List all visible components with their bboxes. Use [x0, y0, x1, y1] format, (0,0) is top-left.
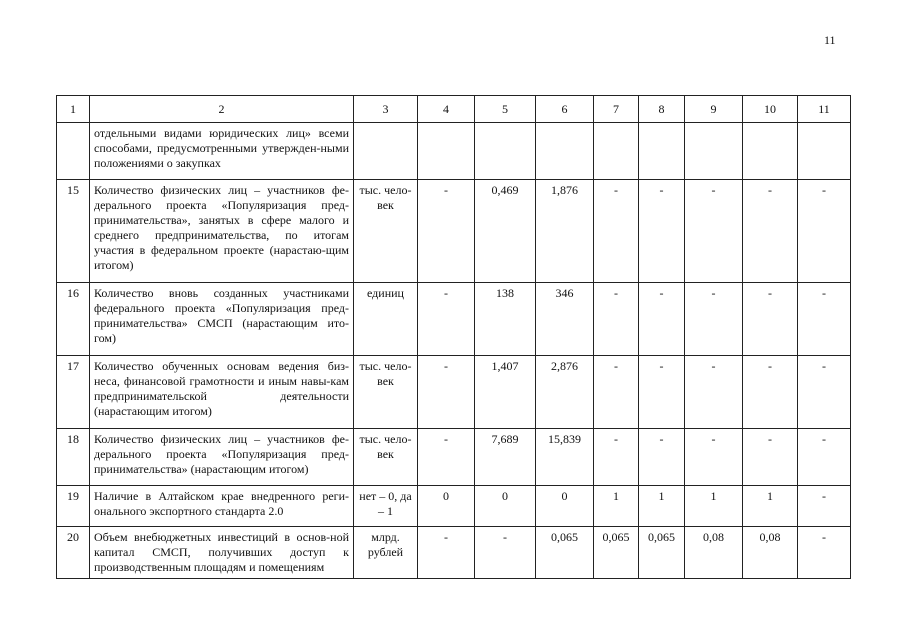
header-cell: 8	[639, 96, 685, 123]
row-value: -	[743, 283, 798, 356]
row-value: 346	[536, 283, 594, 356]
row-number: 20	[57, 527, 90, 579]
row-value: 2,876	[536, 356, 594, 429]
row-value: 0	[475, 486, 536, 527]
row-indicator-name: Количество физических лиц – участников фе-дерального проекта «Популяризация пред-принимательства» (нарастающим итогом)	[90, 429, 354, 486]
row-unit: тыс. чело-век	[354, 356, 418, 429]
table-header-row	[57, 96, 851, 123]
row-indicator-name: Количество обученных основам ведения биз-неса, финансовой грамотности и иным навы-кам предпринимательской деятельности (нарастающим итогом)	[90, 356, 354, 429]
row-value: -	[475, 527, 536, 579]
row-value: 0	[536, 486, 594, 527]
row-number: 16	[57, 283, 90, 356]
row-unit: млрд. рублей	[354, 527, 418, 579]
header-cell: 9	[685, 96, 743, 123]
row-value: -	[798, 180, 851, 283]
table-row	[57, 527, 851, 579]
row-value: -	[639, 283, 685, 356]
header-cell: 2	[90, 96, 354, 123]
row-value	[418, 123, 475, 180]
table-row	[57, 356, 851, 429]
row-value: -	[418, 429, 475, 486]
header-cell: 4	[418, 96, 475, 123]
row-unit: нет – 0, да – 1	[354, 486, 418, 527]
row-value: 1,876	[536, 180, 594, 283]
row-value: 0,08	[743, 527, 798, 579]
page-number: 11	[824, 33, 836, 47]
header-cell: 6	[536, 96, 594, 123]
row-number: 18	[57, 429, 90, 486]
row-value: 1	[743, 486, 798, 527]
row-value: 0,065	[536, 527, 594, 579]
table-row-continuation	[57, 123, 851, 180]
row-value: -	[594, 180, 639, 283]
table-row	[57, 486, 851, 527]
row-value: -	[743, 356, 798, 429]
row-unit	[354, 123, 418, 180]
table-row	[57, 429, 851, 486]
row-value: 138	[475, 283, 536, 356]
row-value: 15,839	[536, 429, 594, 486]
row-value: -	[798, 356, 851, 429]
header-cell: 11	[798, 96, 851, 123]
row-value: 0,065	[594, 527, 639, 579]
header-cell: 5	[475, 96, 536, 123]
row-value: -	[798, 486, 851, 527]
row-value: -	[594, 356, 639, 429]
table-row	[57, 283, 851, 356]
row-number	[57, 123, 90, 180]
row-value	[743, 123, 798, 180]
indicator-table	[56, 95, 851, 579]
row-value	[639, 123, 685, 180]
row-value: 1,407	[475, 356, 536, 429]
row-value	[475, 123, 536, 180]
row-value: -	[594, 283, 639, 356]
row-value: -	[639, 180, 685, 283]
row-value: -	[685, 356, 743, 429]
row-unit: единиц	[354, 283, 418, 356]
header-cell: 3	[354, 96, 418, 123]
row-unit: тыс. чело-век	[354, 429, 418, 486]
row-value: 0,08	[685, 527, 743, 579]
row-value: 0,065	[639, 527, 685, 579]
row-value: -	[685, 180, 743, 283]
row-value: 0	[418, 486, 475, 527]
row-value: 1	[594, 486, 639, 527]
header-cell: 10	[743, 96, 798, 123]
header-cell: 1	[57, 96, 90, 123]
row-value: -	[418, 356, 475, 429]
row-value: -	[639, 429, 685, 486]
row-value	[536, 123, 594, 180]
row-value: 0,469	[475, 180, 536, 283]
row-indicator-name: Количество вновь созданных участниками федерального проекта «Популяризация пред-принимательства» СМСП (нарастающим ито-гом)	[90, 283, 354, 356]
table-row	[57, 180, 851, 283]
row-value: -	[418, 283, 475, 356]
row-number: 15	[57, 180, 90, 283]
row-value: -	[685, 283, 743, 356]
row-value: -	[685, 429, 743, 486]
row-value: -	[418, 527, 475, 579]
row-value: 7,689	[475, 429, 536, 486]
row-value	[685, 123, 743, 180]
row-unit: тыс. чело-век	[354, 180, 418, 283]
row-indicator-name: Объем внебюджетных инвестиций в основ-ной капитал СМСП, получивших доступ к производственным площадям и помещениям	[90, 527, 354, 579]
row-value: -	[639, 356, 685, 429]
row-value: -	[798, 527, 851, 579]
row-indicator-name: Наличие в Алтайском крае внедренного реги-онального экспортного стандарта 2.0	[90, 486, 354, 527]
header-cell: 7	[594, 96, 639, 123]
row-value: -	[594, 429, 639, 486]
row-value	[798, 123, 851, 180]
row-number: 19	[57, 486, 90, 527]
row-indicator-name: Количество физических лиц – участников фе-дерального проекта «Популяризация пред-принимательства», занятых в сфере малого и среднего предпринимательства, по итогам участия в федеральном проекте (нарастаю-щим итогом)	[90, 180, 354, 283]
row-number: 17	[57, 356, 90, 429]
row-value: 1	[685, 486, 743, 527]
row-value	[594, 123, 639, 180]
row-value: -	[798, 429, 851, 486]
row-value: -	[798, 283, 851, 356]
row-value: -	[743, 180, 798, 283]
row-indicator-name: отдельными видами юридических лиц» всеми способами, предусмотренными утвержден-ными положениями о закупках	[90, 123, 354, 180]
row-value: -	[743, 429, 798, 486]
row-value: 1	[639, 486, 685, 527]
row-value: -	[418, 180, 475, 283]
